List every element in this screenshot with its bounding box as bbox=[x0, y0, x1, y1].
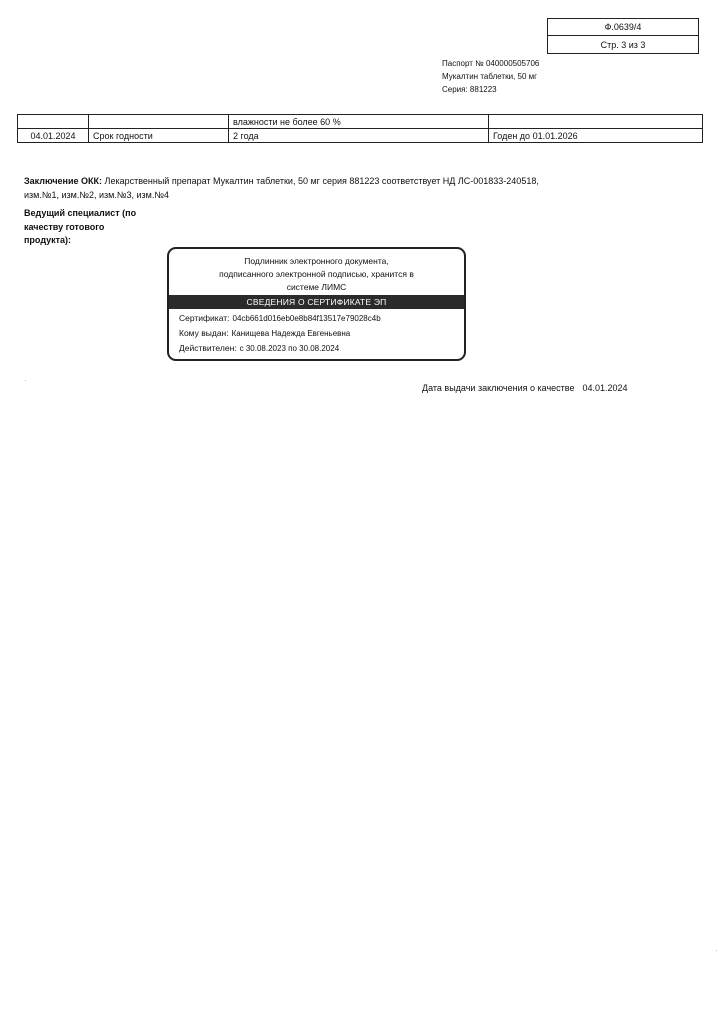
table-cell: Срок годности bbox=[89, 129, 229, 143]
conclusion-text: Лекарственный препарат Мукалтин таблетки, 50 мг серия 881223 соответствует НД ЛС-001833-240518, bbox=[104, 176, 539, 186]
stamp-header-line: системе ЛИМС bbox=[286, 282, 347, 292]
table-cell bbox=[489, 115, 703, 129]
passport-series: Серия: 881223 bbox=[442, 85, 497, 94]
results-table bbox=[17, 114, 703, 143]
specialist-line: Ведущий специалист (по bbox=[24, 208, 137, 218]
form-code: Ф.0639/4 bbox=[548, 19, 698, 36]
issue-date-value: 04.01.2024 bbox=[582, 383, 628, 393]
passport-number: Паспорт № 040000505706 bbox=[442, 59, 540, 68]
certificate-value: 04cb661d016eb0e8b84f13517e79028c4b bbox=[232, 314, 381, 323]
valid-label: Действителен: bbox=[179, 343, 237, 353]
specialist-line: качеству готового bbox=[24, 221, 105, 232]
table-cell bbox=[89, 115, 229, 129]
issue-date-label: Дата выдачи заключения о качестве bbox=[422, 383, 575, 393]
scan-speck bbox=[716, 950, 717, 951]
stamp-band: СВЕДЕНИЯ О СЕРТИФИКАТЕ ЭП bbox=[169, 295, 464, 309]
valid-value: с 30.08.2023 по 30.08.2024 bbox=[239, 344, 340, 353]
qc-conclusion bbox=[24, 174, 584, 202]
e-signature-stamp bbox=[167, 247, 466, 361]
passport-product: Мукалтин таблетки, 50 мг bbox=[442, 72, 538, 81]
table-cell: 04.01.2024 bbox=[18, 129, 89, 143]
stamp-header-line: Подлинник электронного документа, bbox=[244, 256, 389, 266]
stamp-issued-row bbox=[169, 326, 464, 341]
stamp-certificate-row bbox=[169, 311, 464, 326]
specialist-label bbox=[24, 207, 154, 248]
table-cell: влажности не более 60 % bbox=[229, 115, 489, 129]
passport-header bbox=[442, 57, 539, 96]
stamp-valid-row bbox=[169, 341, 464, 356]
table-row bbox=[18, 129, 703, 143]
table-cell bbox=[18, 115, 89, 129]
table-row bbox=[18, 115, 703, 129]
form-code-box bbox=[547, 18, 699, 54]
scan-speck bbox=[25, 380, 26, 381]
certificate-label: Сертификат: bbox=[179, 313, 230, 323]
stamp-header-line: подписанного электронной подписью, хранится в bbox=[219, 269, 414, 279]
stamp-header bbox=[169, 249, 464, 295]
issued-to-label: Кому выдан: bbox=[179, 328, 229, 338]
conclusion-amendments: изм.№1, изм.№2, изм.№3, изм.№4 bbox=[24, 190, 170, 200]
table-cell: Годен до 01.01.2026 bbox=[489, 129, 703, 143]
issue-date bbox=[422, 383, 628, 393]
conclusion-label: Заключение ОКК: bbox=[24, 176, 103, 186]
table-cell: 2 года bbox=[229, 129, 489, 143]
page-number: Стр. 3 из 3 bbox=[600, 39, 646, 50]
specialist-line: продукта): bbox=[24, 235, 72, 245]
issued-to-value: Канищева Надежда Евгеньевна bbox=[231, 329, 351, 338]
